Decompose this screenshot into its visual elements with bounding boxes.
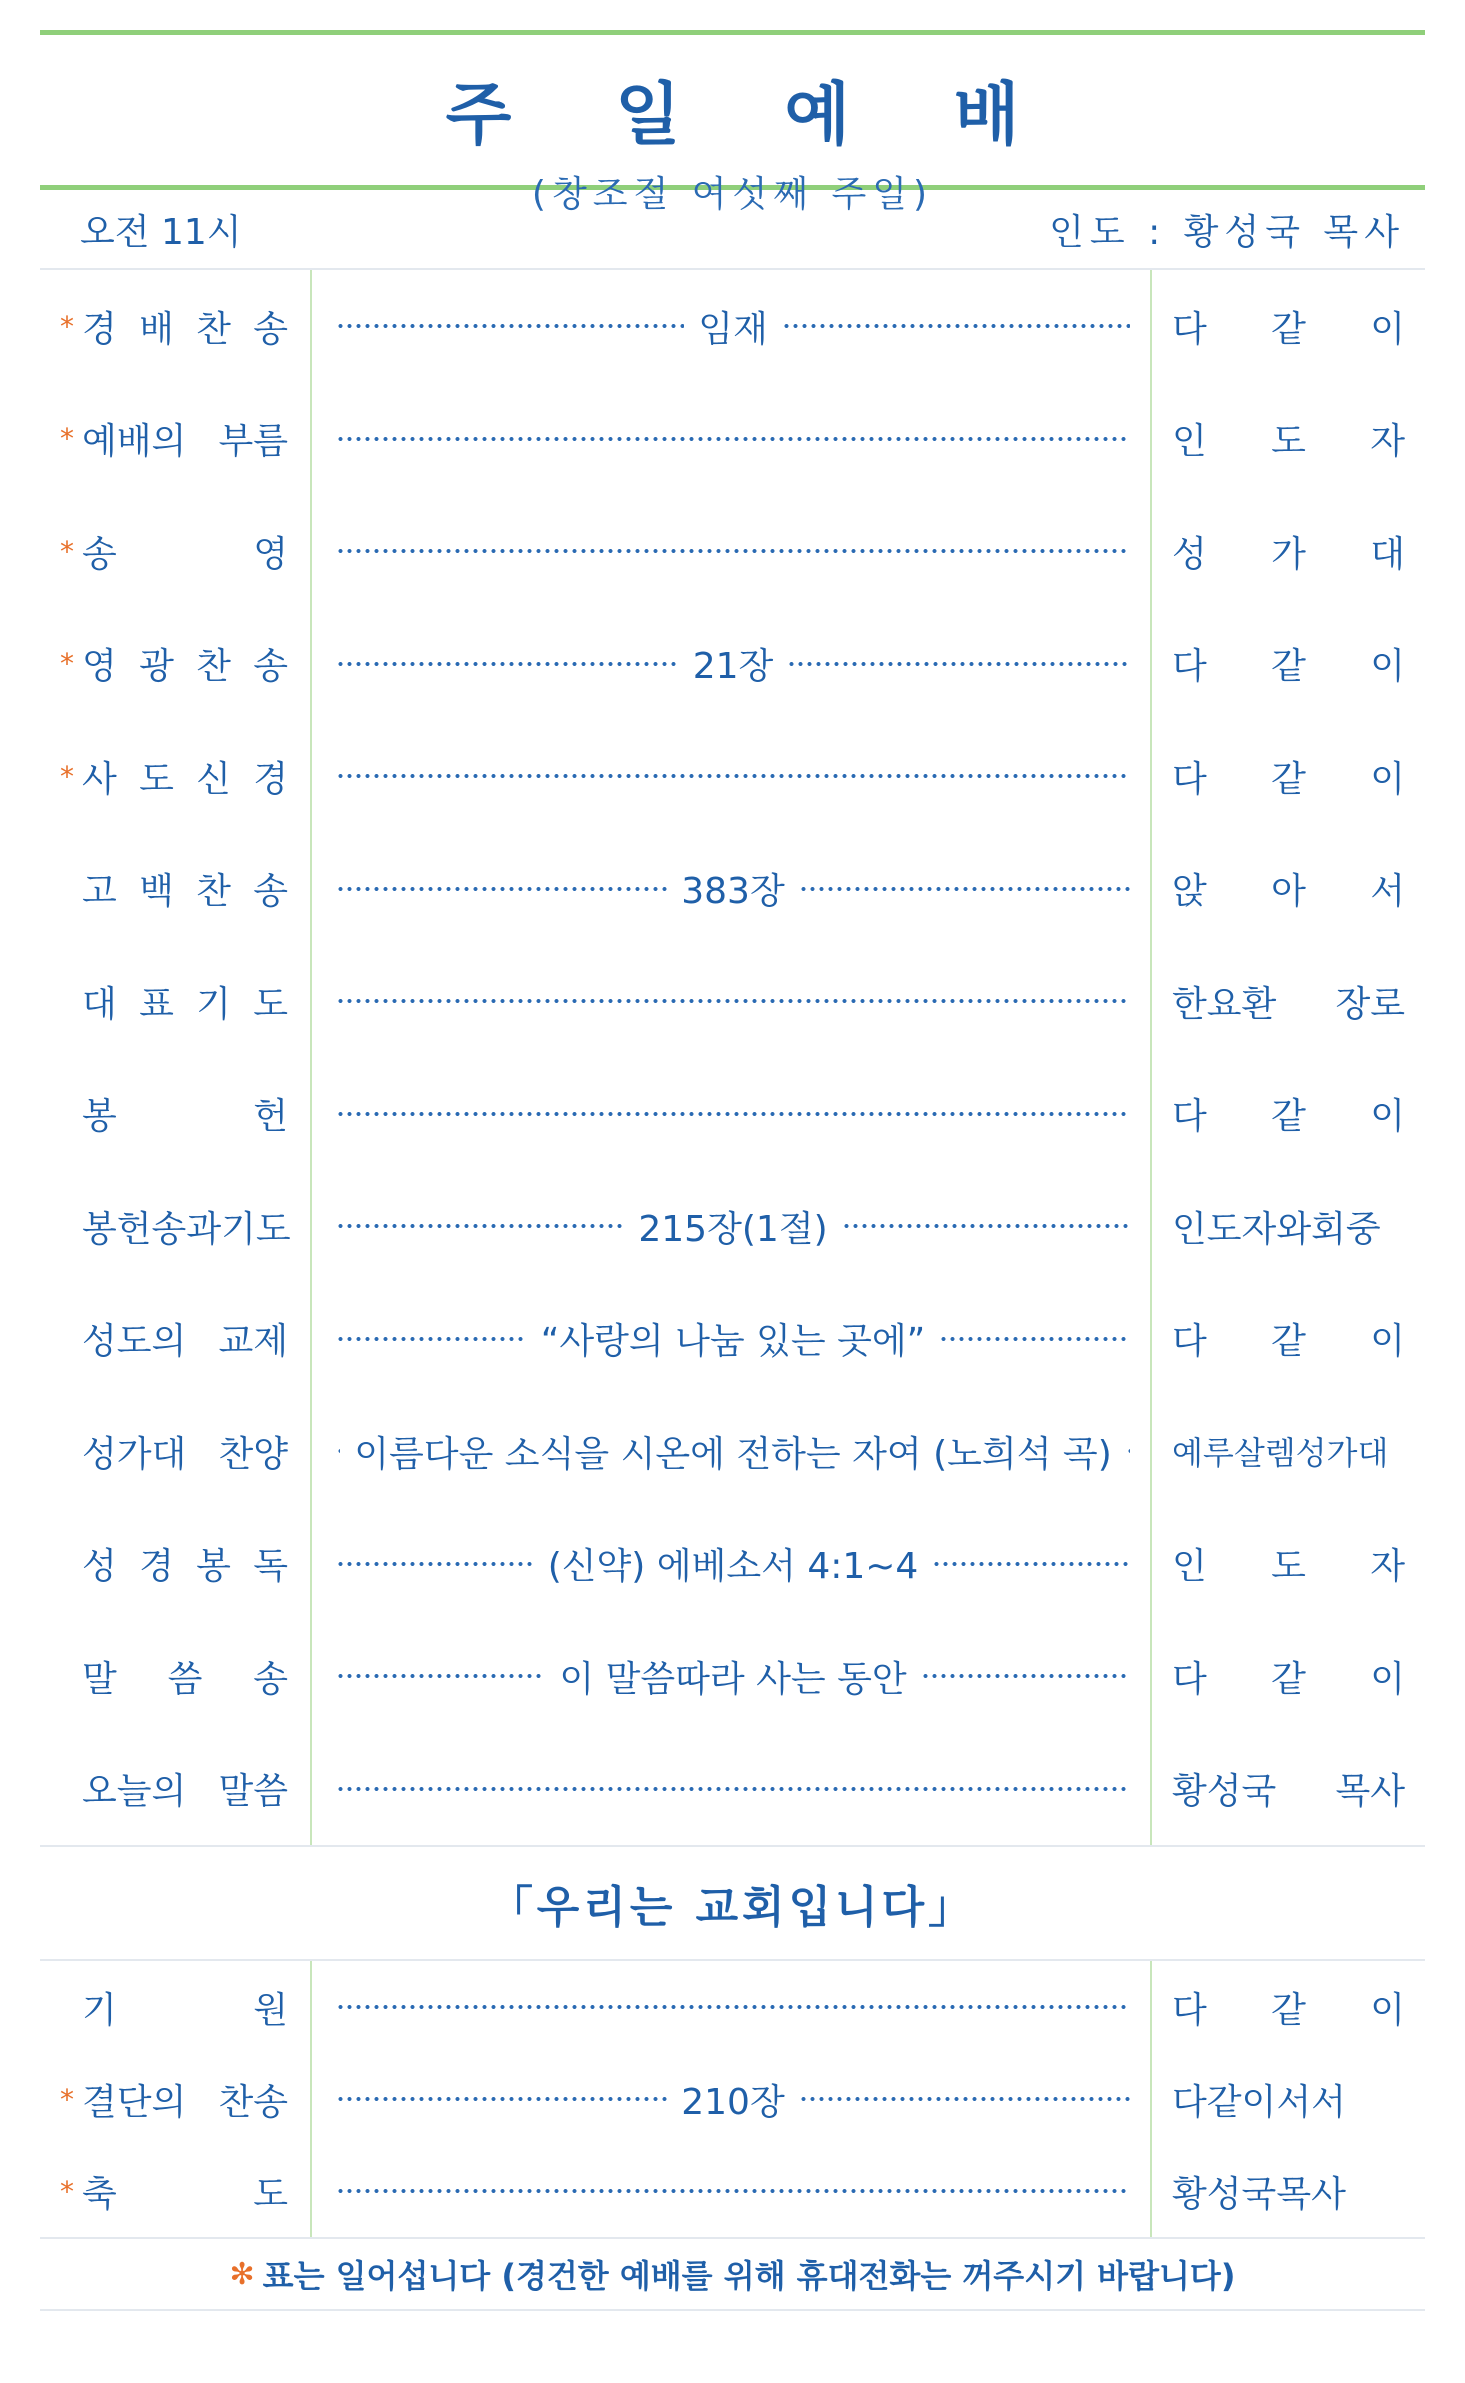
item-label-text <box>82 976 288 1027</box>
order-item <box>40 720 1425 833</box>
label-part: 찬양 <box>218 1433 288 1475</box>
order-item <box>40 1508 1425 1621</box>
label-part: 말 <box>82 1658 117 1700</box>
standing-marker: * <box>60 2174 74 2208</box>
item-person <box>1150 751 1425 802</box>
person-part: 인도자와회중 <box>1172 1208 1381 1250</box>
item-label-text <box>82 1426 288 1477</box>
person-part: 다 <box>1172 1989 1207 2031</box>
item-person <box>1150 1982 1425 2033</box>
item-person <box>1150 1201 1425 1252</box>
leader-dots <box>336 436 1130 442</box>
item-person <box>1150 2074 1425 2125</box>
item-detail <box>310 2188 1150 2194</box>
item-label <box>40 1201 310 1252</box>
standing-marker: * <box>60 534 74 568</box>
label-part: 경 <box>139 1546 174 1588</box>
item-label <box>40 1763 310 1814</box>
bulletin-page <box>40 30 1425 2311</box>
leader-dots <box>336 2004 1130 2010</box>
item-detail <box>310 1313 1150 1364</box>
person-part: 아 <box>1271 871 1306 913</box>
order-item <box>40 945 1425 1058</box>
order-item <box>40 270 1425 383</box>
person-part: 황성국 <box>1172 1771 1277 1813</box>
item-label-text <box>82 1201 291 1252</box>
item-person <box>1150 413 1425 464</box>
person-part: 이 <box>1370 646 1405 688</box>
item-detail <box>310 301 1150 352</box>
label-part: 백 <box>139 871 174 913</box>
item-label-text <box>82 413 288 464</box>
item-label <box>40 1982 310 2033</box>
label-part: 찬 <box>196 308 231 350</box>
label-part: 헌 <box>253 1096 288 1138</box>
asterisk-icon: ✻ <box>229 2256 255 2292</box>
leader-dots <box>782 323 1130 329</box>
person-part: 자 <box>1370 1546 1405 1588</box>
item-person <box>1150 301 1425 352</box>
label-part: 송 <box>82 533 117 575</box>
label-part: 봉 <box>82 1096 117 1138</box>
item-label <box>40 751 310 802</box>
item-detail <box>310 1111 1150 1117</box>
item-person <box>1150 638 1425 689</box>
item-label-text <box>82 2074 288 2125</box>
label-part: 성 <box>82 1546 117 1588</box>
bottom-divider <box>40 2309 1425 2311</box>
label-part: 예배의 <box>82 421 187 463</box>
standing-marker: * <box>60 2082 74 2116</box>
item-label-text <box>82 1313 288 1364</box>
leader-dots <box>1126 1448 1130 1454</box>
person-part: 이 <box>1370 1096 1405 1138</box>
person-part: 이 <box>1370 308 1405 350</box>
item-detail-text: 21장 <box>692 646 774 688</box>
label-part: 봉 <box>196 1546 231 1588</box>
service-time: 오전 11시 <box>80 211 242 253</box>
leader-dots <box>336 548 1130 554</box>
item-label-text <box>82 301 288 352</box>
label-part: 송 <box>253 1658 288 1700</box>
item-detail <box>310 1201 1150 1252</box>
item-person <box>1150 2166 1425 2217</box>
item-detail <box>310 638 1150 689</box>
item-detail <box>310 1651 1150 1702</box>
item-detail <box>310 2004 1150 2010</box>
label-part: 기 <box>196 983 231 1025</box>
order-item <box>40 1058 1425 1171</box>
label-part: 도 <box>253 983 288 1025</box>
person-part: 인 <box>1172 1546 1207 1588</box>
item-label-text <box>82 1088 288 1139</box>
standing-marker: * <box>60 309 74 343</box>
standing-note-text: 표는 일어섭니다 (경건한 예배를 위해 휴대전화는 꺼주시기 바랍니다) <box>262 2257 1236 2295</box>
item-label <box>40 301 310 352</box>
item-label-text <box>82 2166 288 2217</box>
item-detail-text: 383장 <box>681 871 785 913</box>
leader-dots <box>336 773 1130 779</box>
label-part: 고 <box>82 871 117 913</box>
leader-dots <box>336 1786 1130 1792</box>
leader-dots <box>336 1223 624 1229</box>
order-item <box>40 2145 1425 2237</box>
order-item <box>40 1733 1425 1846</box>
label-part: 교제 <box>218 1321 288 1363</box>
item-detail-text: 이름다운 소식을 시온에 전하는 자여 (노희석 곡) <box>354 1433 1112 1475</box>
order-item <box>40 495 1425 608</box>
label-part: 사 <box>82 758 117 800</box>
label-part: 봉헌송과기도 <box>82 1208 291 1250</box>
label-part: 송 <box>253 871 288 913</box>
label-part: 영 <box>82 646 117 688</box>
person-part: 같 <box>1271 1096 1306 1138</box>
leader-dots <box>336 661 679 667</box>
order-item <box>40 1283 1425 1396</box>
label-part: 경 <box>253 758 288 800</box>
leader-dots <box>336 1673 545 1679</box>
label-part: 부름 <box>218 421 288 463</box>
label-part: 성도의 <box>82 1321 187 1363</box>
item-label-text <box>82 1982 288 2033</box>
item-label-text <box>82 1538 288 1589</box>
person-part: 장로 <box>1335 983 1405 1025</box>
leader-dots <box>842 1223 1130 1229</box>
leader-dots <box>799 2096 1130 2102</box>
item-label <box>40 413 310 464</box>
order-of-worship <box>40 270 1425 1845</box>
label-part: 축 <box>82 2173 117 2215</box>
label-part: 찬 <box>196 646 231 688</box>
label-part: 찬송 <box>218 2081 288 2123</box>
person-part: 다 <box>1172 1096 1207 1138</box>
item-detail <box>310 1786 1150 1792</box>
label-part: 배 <box>139 308 174 350</box>
closing-order <box>40 1961 1425 2237</box>
label-part: 기 <box>82 1989 117 2031</box>
person-part: 같 <box>1271 758 1306 800</box>
leader-dots <box>336 1336 527 1342</box>
leader-dots <box>336 2096 667 2102</box>
person-part: 같 <box>1271 1321 1306 1363</box>
label-part: 영 <box>253 533 288 575</box>
person-part: 같 <box>1271 308 1306 350</box>
person-part: 이 <box>1370 1989 1405 2031</box>
person-part: 한요환 <box>1172 983 1277 1025</box>
item-detail-text: 210장 <box>681 2081 785 2123</box>
item-label <box>40 1538 310 1589</box>
item-detail-text: 이 말씀따라 사는 동안 <box>559 1658 907 1700</box>
item-detail <box>310 548 1150 554</box>
leader-dots <box>932 1561 1130 1567</box>
person-part: 가 <box>1271 533 1306 575</box>
person-part: 같 <box>1271 1989 1306 2031</box>
item-person <box>1150 1428 1425 1474</box>
item-detail <box>310 1426 1150 1477</box>
person-part: 다 <box>1172 308 1207 350</box>
person-part: 다 <box>1172 1321 1207 1363</box>
item-person <box>1150 1651 1425 1702</box>
item-person <box>1150 863 1425 914</box>
sermon-theme: 「우리는 교회입니다」 <box>488 1882 977 1933</box>
item-person <box>1150 1538 1425 1589</box>
label-part: 도 <box>253 2173 288 2215</box>
leader-dots <box>336 2188 1130 2194</box>
item-label <box>40 1651 310 1702</box>
person-part: 예루살렘성가대 <box>1172 1434 1389 1473</box>
item-detail <box>310 436 1150 442</box>
item-label-text <box>82 1763 288 1814</box>
item-person <box>1150 1763 1425 1814</box>
order-item <box>40 1170 1425 1283</box>
label-part: 대 <box>82 983 117 1025</box>
item-detail <box>310 1538 1150 1589</box>
leader-dots <box>939 1336 1130 1342</box>
item-detail <box>310 863 1150 914</box>
item-label <box>40 863 310 914</box>
item-label <box>40 1088 310 1139</box>
label-part: 말씀 <box>218 1771 288 1813</box>
standing-note <box>40 2239 1425 2309</box>
item-detail-text: (신약) 에베소서 4:1~4 <box>547 1546 919 1588</box>
label-part: 표 <box>139 983 174 1025</box>
person-part: 다 <box>1172 758 1207 800</box>
person-part: 성 <box>1172 533 1207 575</box>
order-item <box>40 383 1425 496</box>
standing-marker: * <box>60 422 74 456</box>
item-detail-text: 임재 <box>698 308 768 350</box>
label-part: 독 <box>253 1546 288 1588</box>
leader-dots <box>787 661 1130 667</box>
order-item <box>40 1620 1425 1733</box>
title-block <box>40 35 1425 215</box>
person-part: 다 <box>1172 646 1207 688</box>
item-label <box>40 1426 310 1477</box>
person-part: 목사 <box>1335 1771 1405 1813</box>
person-part: 서 <box>1370 871 1405 913</box>
label-part: 신 <box>196 758 231 800</box>
person-part: 도 <box>1271 1546 1306 1588</box>
item-label-text <box>82 863 288 914</box>
item-detail-text: 215장(1절) <box>638 1208 828 1250</box>
person-part: 이 <box>1370 1321 1405 1363</box>
person-part: 이 <box>1370 1658 1405 1700</box>
label-part: 송 <box>253 308 288 350</box>
item-label <box>40 976 310 1027</box>
label-part: 원 <box>253 1989 288 2031</box>
item-label-text <box>82 638 288 689</box>
item-label <box>40 526 310 577</box>
order-item <box>40 608 1425 721</box>
person-part: 같 <box>1271 646 1306 688</box>
person-part: 앉 <box>1172 871 1207 913</box>
page-subtitle: (창조절 여섯째 주일) <box>531 174 934 215</box>
leader-dots <box>336 1561 534 1567</box>
person-part: 도 <box>1271 421 1306 463</box>
person-part: 자 <box>1370 421 1405 463</box>
item-label <box>40 2166 310 2217</box>
label-part: 찬 <box>196 871 231 913</box>
order-item <box>40 2053 1425 2145</box>
label-part: 도 <box>139 758 174 800</box>
item-detail-text: “사랑의 나눔 있는 곳에” <box>540 1321 926 1363</box>
person-part: 인 <box>1172 421 1207 463</box>
item-label <box>40 638 310 689</box>
person-part: 다 <box>1172 1658 1207 1700</box>
item-label-text <box>82 526 288 577</box>
item-person <box>1150 1088 1425 1139</box>
standing-marker: * <box>60 759 74 793</box>
person-part: 같 <box>1271 1658 1306 1700</box>
leader-dots <box>799 886 1130 892</box>
item-person <box>1150 1313 1425 1364</box>
item-label-text <box>82 1651 288 1702</box>
order-item <box>40 1395 1425 1508</box>
service-leader: 인도 : 황성국 목사 <box>1049 211 1405 253</box>
leader-dots <box>921 1673 1130 1679</box>
item-detail <box>310 998 1150 1004</box>
page-title: 주 일 예 배 <box>445 76 1060 155</box>
label-part: 씀 <box>167 1658 203 1700</box>
label-part: 경 <box>82 308 117 350</box>
item-label <box>40 2074 310 2125</box>
person-part: 이 <box>1370 758 1405 800</box>
item-detail <box>310 773 1150 779</box>
label-part: 광 <box>139 646 174 688</box>
person-part: 다같이서서 <box>1172 2081 1346 2123</box>
item-person <box>1150 976 1425 1027</box>
label-part: 송 <box>253 646 288 688</box>
label-part: 결단의 <box>82 2081 187 2123</box>
item-detail <box>310 2074 1150 2125</box>
label-part: 성가대 <box>82 1433 187 1475</box>
leader-dots <box>336 998 1130 1004</box>
leader-dots <box>336 1111 1130 1117</box>
leader-dots <box>336 323 684 329</box>
item-label <box>40 1313 310 1364</box>
label-part: 오늘의 <box>82 1771 187 1813</box>
order-item <box>40 833 1425 946</box>
order-item <box>40 1961 1425 2053</box>
leader-dots <box>336 886 667 892</box>
person-part: 황성국목사 <box>1172 2173 1346 2215</box>
standing-marker: * <box>60 647 74 681</box>
person-part: 대 <box>1370 533 1405 575</box>
item-label-text <box>82 751 288 802</box>
item-person <box>1150 526 1425 577</box>
